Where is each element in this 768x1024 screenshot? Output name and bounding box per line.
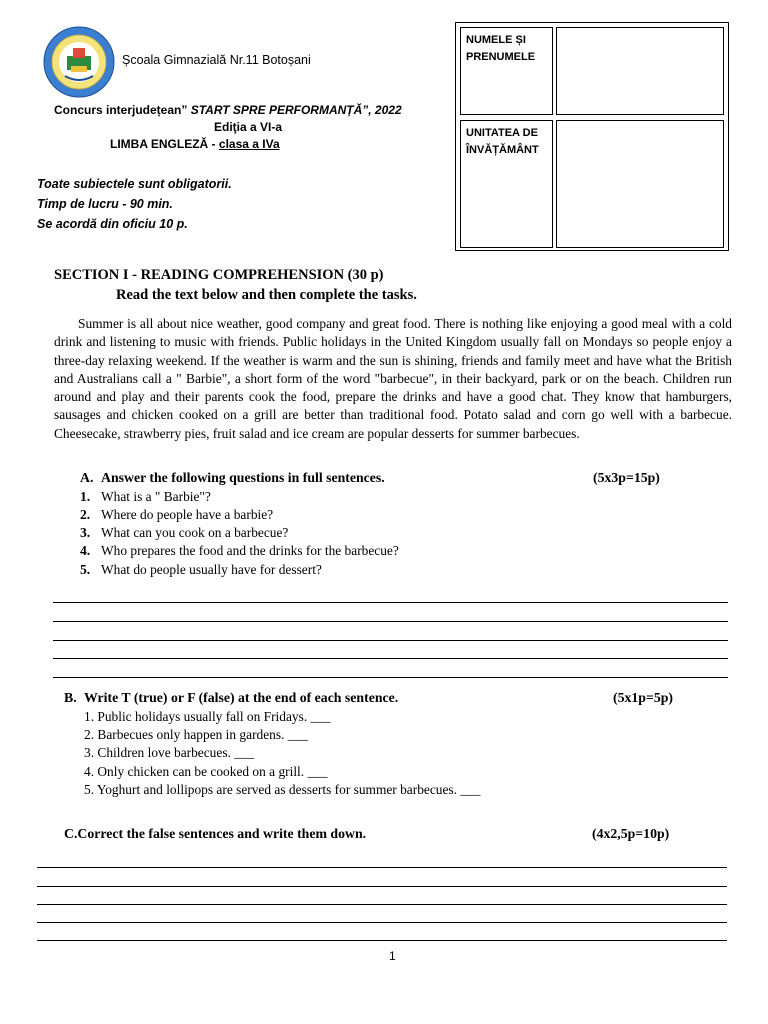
answer-line[interactable] <box>53 677 728 678</box>
subject-line <box>110 137 280 151</box>
school-name: Școala Gimnazială Nr.11 Botoșani <box>122 53 311 67</box>
name-label-line: PRENUMELE <box>466 51 536 63</box>
tf-sentence: 2. Barbecues only happen in gardens. ___ <box>84 727 308 742</box>
answer-line[interactable] <box>37 904 727 905</box>
subject-name: LIMBA ENGLEZĂ - <box>110 137 219 151</box>
answer-line[interactable] <box>53 658 728 659</box>
school-label-line: UNITATEA DE <box>466 127 538 139</box>
name-label-line: NUMELE ȘI <box>466 34 526 46</box>
question-number: 1. <box>80 489 91 504</box>
section-instruction: Read the text below and then complete the tasks. <box>116 287 417 303</box>
tf-sentence: 1. Public holidays usually fall on Fridays. ___ <box>84 709 331 724</box>
task-c-heading: C.Correct the false sentences and write them down. <box>64 826 367 841</box>
rule-line: Timp de lucru - 90 min. <box>37 197 173 211</box>
answer-line[interactable] <box>53 621 728 622</box>
task-a-heading: Answer the following questions in full sentences. <box>101 470 385 485</box>
task-b-points: (5x1p=5p) <box>613 690 673 705</box>
answer-line[interactable] <box>37 940 727 941</box>
tf-sentence: 3. Children love barbecues. ___ <box>84 745 255 760</box>
school-label-cell <box>460 120 553 248</box>
answer-line[interactable] <box>37 922 727 923</box>
reading-passage: Summer is all about nice weather, good company and great food. There is nothing like enjoying a good meal with a cold drink and listening to music with friends. Public holidays in the United Kingdom usually fall on Mondays so people enjoy a three-day relaxing weekend. If the weather is warm and the sun is shining, friends and family meet and have what the British and Australians call a " Barbie", a short form of the word "barbecue", in their backyard, park or on the beach. Children run around and play and their parents cook the food, prepare the drinks and have a good chat. They know that hamburgers, sausages and chicken cooked on a grill are better than traditional food. Potato salad and corn go well with a barbecue. Cheesecake, strawberry pies, fruit salad and ice cream are popular desserts for summer barbecues. <box>54 316 732 441</box>
school-logo <box>43 26 115 98</box>
question-text: What can you cook on a barbecue? <box>101 525 289 540</box>
answer-line[interactable] <box>53 602 728 603</box>
task-a-letter: A. <box>80 470 94 485</box>
question-number: 3. <box>80 525 91 540</box>
task-a-points: (5x3p=15p) <box>593 470 660 485</box>
name-field[interactable] <box>556 27 724 115</box>
question-text: What do people usually have for dessert? <box>101 562 322 577</box>
contest-name: START SPRE PERFORMANȚĂ”, 2022 <box>190 103 402 117</box>
name-label-cell <box>460 27 553 115</box>
question-text: What is a " Barbie"? <box>101 489 211 504</box>
school-field[interactable] <box>556 120 724 248</box>
rule-line: Se acordă din oficiu 10 p. <box>37 217 188 231</box>
answer-line[interactable] <box>37 886 727 887</box>
answer-line[interactable] <box>37 867 727 868</box>
question-text: Where do people have a barbie? <box>101 507 274 522</box>
question-number: 4. <box>80 543 91 558</box>
task-b-letter: B. <box>64 690 77 705</box>
subject-class: clasa a IVa <box>218 137 280 151</box>
school-label-line: ÎNVĂȚĂMÂNT <box>466 144 539 156</box>
question-number: 5. <box>80 562 91 577</box>
question-number: 2. <box>80 507 91 522</box>
contest-title <box>54 103 402 117</box>
contest-prefix: Concurs interjudețean” <box>54 103 188 117</box>
section-title: SECTION I - READING COMPREHENSION (30 p) <box>54 267 384 283</box>
question-text: Who prepares the food and the drinks for the barbecue? <box>101 543 399 558</box>
contest-edition: Ediţia a VI-a <box>214 120 283 134</box>
tf-sentence: 5. Yoghurt and lollipops are served as desserts for summer barbecues. ___ <box>84 782 481 797</box>
answer-line[interactable] <box>53 640 728 641</box>
rule-line: Toate subiectele sunt obligatorii. <box>37 177 232 191</box>
task-c-points: (4x2,5p=10p) <box>592 826 670 841</box>
tf-sentence: 4. Only chicken can be cooked on a grill. ___ <box>84 764 328 779</box>
student-id-box <box>455 22 729 251</box>
task-b-heading: Write T (true) or F (false) at the end of each sentence. <box>84 690 399 705</box>
page-number: 1 <box>389 949 396 963</box>
